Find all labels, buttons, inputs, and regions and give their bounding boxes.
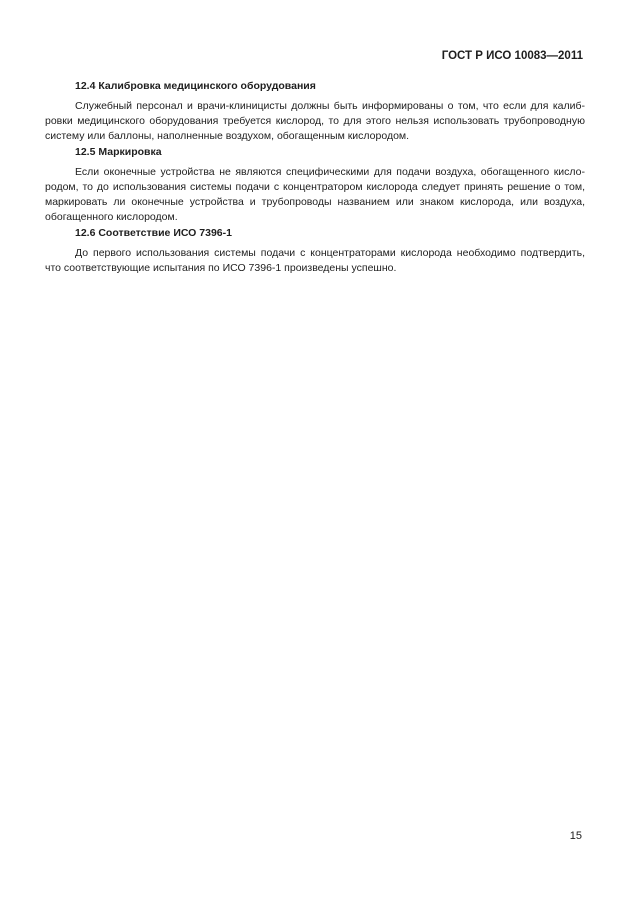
- section-heading-12-4: 12.4 Калибровка медицинского оборудования: [75, 80, 316, 92]
- paragraph-line: До первого использования системы подачи с концентраторами кислорода необходимо подтвердить,: [75, 247, 585, 259]
- paragraph-line: систему или баллоны, наполненные воздухом, обогащенным кислородом.: [45, 130, 410, 142]
- paragraph-line: Если оконечные устройства не являются специфическими для подачи воздуха, обогащенного кисло-: [75, 166, 585, 178]
- section-heading-12-6: 12.6 Соответствие ИСО 7396-1: [75, 227, 232, 239]
- paragraph-line: ровки медицинского оборудования требуется кислород, то для этого нельзя использовать трубопроводную: [45, 115, 585, 127]
- document-header: [45, 49, 583, 64]
- document-code: ГОСТ Р ИСО 10083—2011: [441, 50, 583, 62]
- paragraph-line: родом, то до использования системы подачи с концентратором кислорода следует принять решение о том,: [45, 181, 585, 193]
- document-content: [45, 78, 585, 276]
- section-heading-12-5: 12.5 Маркировка: [75, 146, 162, 158]
- paragraph-line: обогащенного кислородом.: [45, 211, 178, 223]
- paragraph-line: маркировать ли оконечные устройства и трубопроводы названием или знаком кислорода, или воздуха,: [45, 196, 585, 208]
- paragraph-line: Служебный персонал и врачи-клиницисты должны быть информированы о том, что если для калиб-: [75, 100, 585, 112]
- paragraph-line: что соответствующие испытания по ИСО 7396-1 произведены успешно.: [45, 262, 397, 274]
- page-number: 15: [569, 830, 582, 842]
